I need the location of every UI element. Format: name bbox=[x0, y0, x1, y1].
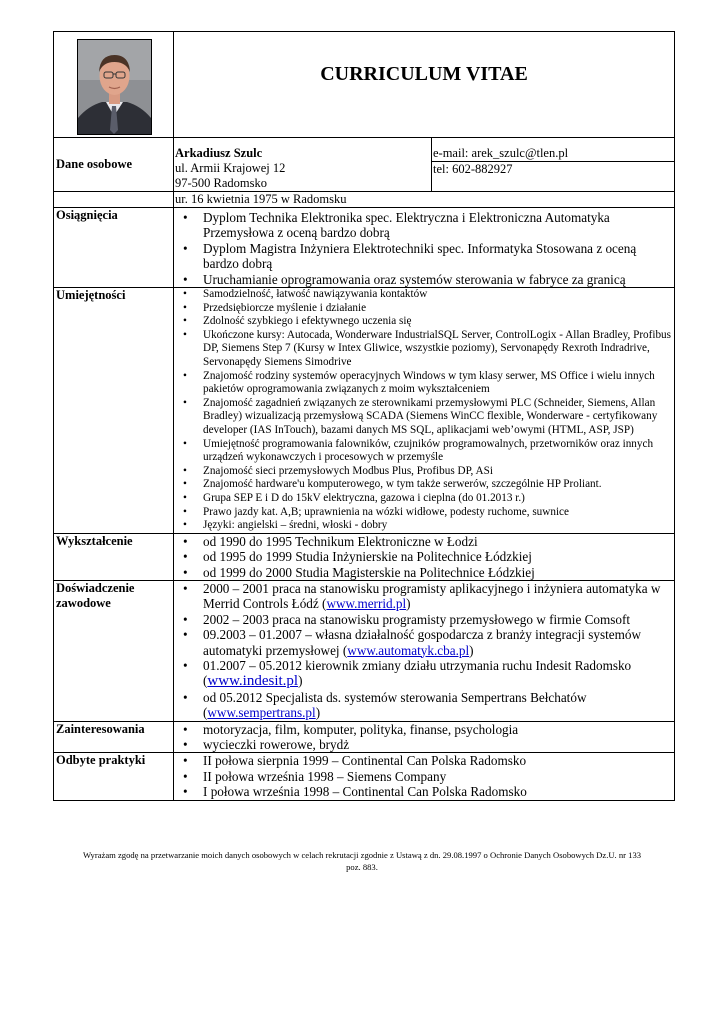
education-list bbox=[174, 534, 674, 580]
achievements-list bbox=[174, 208, 674, 287]
page-title: CURRICULUM VITAE bbox=[174, 32, 675, 138]
list-item: • II połowa września 1998 – Siemens Company bbox=[174, 769, 674, 784]
education-cell bbox=[174, 533, 675, 580]
list-item: • Dyplom Technika Elektronika spec. Elektryczna i Elektroniczna Automatyka Przemysłowa z oceną bardzo dobrą bbox=[174, 210, 674, 241]
personal-label: Dane osobowe bbox=[54, 138, 174, 192]
list-item: • motoryzacja, film, komputer, polityka, finanse, psychologia bbox=[174, 722, 674, 737]
experience-label: Doświadczenie zawodowe bbox=[54, 580, 174, 721]
cv-table bbox=[53, 31, 675, 801]
sempertrans-link[interactable]: www.sempertrans.pl bbox=[207, 705, 316, 721]
skills-list bbox=[174, 288, 674, 533]
interests-label: Zainteresowania bbox=[54, 721, 174, 753]
indesit-link[interactable]: www.indesit.pl bbox=[207, 673, 299, 690]
personal-address bbox=[174, 138, 432, 192]
list-item: • Zdolność szybkiego i efektywnego uczenia się bbox=[174, 315, 674, 329]
list-item: • I połowa września 1998 – Continental Can Polska Radomsko bbox=[174, 784, 674, 799]
list-item: • Dyplom Magistra Inżyniera Elektrotechniki spec. Informatyka Stosowana z oceną bardzo dobrą bbox=[174, 241, 674, 272]
internships-label: Odbyte praktyki bbox=[54, 753, 174, 800]
interests-list bbox=[174, 722, 674, 753]
list-item: • 2002 – 2003 praca na stanowisku programisty przemysłowego w firmie Comsoft bbox=[174, 612, 674, 627]
list-item: • od 1999 do 2000 Studia Magisterskie na Politechnice Łódzkiej bbox=[174, 565, 674, 580]
list-item: • Znajomość zagadnień związanych ze sterownikami przemysłowymi PLC (Schneider, Siemens, Allan Bradley) wizualizacją przemysłową SCADA (Siemens WinCC flexible, Wonderware - certyfikowany developer (IAS InTouch), bazami danych MS SQL, aplikacjami web’owymi (HTML, ASP, JSP) bbox=[174, 397, 674, 438]
interests-cell bbox=[174, 721, 675, 753]
list-item: • 09.2003 – 01.2007 – własna działalność gospodarcza z branży integracji systemów automatyki przemysłowej (www.automatyk.cba.pl) bbox=[174, 627, 674, 658]
list-item: • Języki: angielski – średni, włoski - dobry bbox=[174, 519, 674, 533]
achievements-cell bbox=[174, 208, 675, 288]
list-item: • Ukończone kursy: Autocada, Wonderware IndustrialSQL Server, ControlLogix - Allan Bradley, Profibus DP, Siemens Step 7 (Kursy w Intex Gliwice, wszystkie poziomy), Servonapędy Rexroth Indradrive, Servonapędy Siemens Simodrive bbox=[174, 329, 674, 370]
list-item: • wycieczki rowerowe, brydż bbox=[174, 737, 674, 752]
list-item: • Znajomość sieci przemysłowych Modbus Plus, Profibus DP, ASi bbox=[174, 465, 674, 479]
person-street: ul. Armii Krajowej 12 bbox=[175, 161, 286, 175]
skills-cell bbox=[174, 288, 675, 534]
person-birth: ur. 16 kwietnia 1975 w Radomsku bbox=[174, 192, 675, 208]
achievements-label: Osiągnięcia bbox=[54, 208, 174, 288]
profile-photo bbox=[77, 39, 152, 135]
experience-cell bbox=[174, 580, 675, 721]
list-item: • Samodzielność, łatwość nawiązywania kontaktów bbox=[174, 288, 674, 302]
list-item: • Umiejętność programowania falowników, czujników programowalnych, przetworników oraz innych urządzeń wykonawczych i procesowych w przemyśle bbox=[174, 438, 674, 465]
list-item: • Prawo jazdy kat. A,B; uprawnienia na wózki widłowe, podesty ruchome, suwnice bbox=[174, 506, 674, 520]
list-item: • Uruchamianie oprogramowania oraz systemów sterowania w fabryce za granicą bbox=[174, 272, 674, 287]
internships-cell bbox=[174, 753, 675, 800]
internships-list bbox=[174, 753, 674, 799]
person-phone: tel: 602-882927 bbox=[432, 161, 674, 177]
automatyk-link[interactable]: www.automatyk.cba.pl bbox=[347, 642, 470, 658]
list-item: • od 05.2012 Specjalista ds. systemów sterowania Sempertrans Bełchatów (www.sempertrans.pl) bbox=[174, 690, 674, 721]
person-email: e-mail: arek_szulc@tlen.pl bbox=[433, 146, 569, 160]
person-city: 97-500 Radomsko bbox=[175, 176, 268, 190]
portrait-illustration bbox=[78, 40, 151, 134]
experience-list bbox=[174, 581, 674, 721]
education-label: Wykształcenie bbox=[54, 533, 174, 580]
consent-note: Wyrażam zgodę na przetwarzanie moich danych osobowych w celach rekrutacji zgodnie z Ustawą z dn. 29.08.1997 o Ochronie Danych Osobowych Dz.U. nr 133 poz. 883. bbox=[82, 850, 642, 872]
photo-cell bbox=[54, 32, 174, 138]
list-item: • Grupa SEP E i D do 15kV elektryczna, gazowa i cieplna (do 01.2013 r.) bbox=[174, 492, 674, 506]
list-item: • 2000 – 2001 praca na stanowisku programisty aplikacyjnego i inżyniera automatyka w Merrid Controls Łódź (www.merrid.pl) bbox=[174, 581, 674, 612]
birth-label-empty bbox=[54, 192, 174, 208]
list-item: • Znajomość rodziny systemów operacyjnych Windows w tym klasy serwer, MS Office i wielu innych pakietów oprogramowania związanych z moim wykształceniem bbox=[174, 370, 674, 397]
list-item: • 01.2007 – 05.2012 kierownik zmiany działu utrzymania ruchu Indesit Radomsko (www.indesit.pl) bbox=[174, 658, 674, 690]
personal-contact bbox=[432, 138, 675, 192]
list-item: • Znajomość hardware'u komputerowego, w tym także serwerów, szczególnie HP Proliant. bbox=[174, 478, 674, 492]
list-item: • od 1990 do 1995 Technikum Elektroniczne w Łodzi bbox=[174, 534, 674, 549]
person-name: Arkadiusz Szulc bbox=[175, 146, 263, 160]
skills-label: Umiejętności bbox=[54, 288, 174, 534]
merrid-link[interactable]: www.merrid.pl bbox=[326, 596, 407, 612]
list-item: • II połowa sierpnia 1999 – Continental Can Polska Radomsko bbox=[174, 753, 674, 768]
list-item: • od 1995 do 1999 Studia Inżynierskie na Politechnice Łódzkiej bbox=[174, 549, 674, 564]
list-item: • Przedsiębiorcze myślenie i działanie bbox=[174, 302, 674, 316]
